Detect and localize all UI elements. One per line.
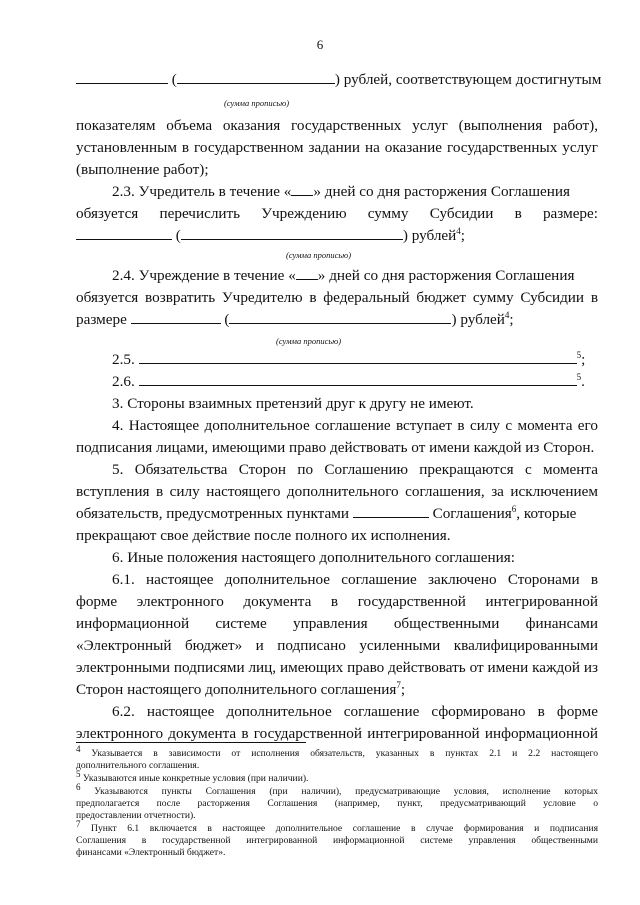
footnote: $^6$ Указываются пункты Соглашения (при наличии), предусматривающие условия, исполнение которых xyxy=(76,781,598,797)
text-line: 6.2. настоящее дополнительное соглашение сформировано в форме xyxy=(112,703,598,720)
text-line: 3. Стороны взаимных претензий друг к другу не имеют. xyxy=(112,395,474,412)
text-line: установленным в государственном задании на оказание государственных услуг xyxy=(76,139,598,156)
text-line: Сторон настоящего дополнительного соглашения$^7$; xyxy=(76,679,406,698)
footnote: $^5$ Указываются иные конкретные условия (при наличии). xyxy=(76,768,309,784)
footnote-continuation: дополнительного соглашения. xyxy=(76,760,200,771)
text-line: подписания лицами, имеющими право действовать от имени каждой из Сторон. xyxy=(76,439,595,456)
text-line: форме электронного документа в государственной интегрированной xyxy=(76,593,598,610)
text-line: вступления в силу настоящего дополнительного соглашения, за исключением xyxy=(76,483,598,500)
footnote-continuation: предполагается после расторжения Соглашения (например, пункт, предусматривающий условие о xyxy=(76,798,598,809)
text-line: 2.6. $^5$. xyxy=(112,371,585,390)
text-line: (выполнение работ); xyxy=(76,161,209,178)
text-line: 2.4. Учреждение в течение « » дней со дня расторжения Соглашения xyxy=(112,267,575,284)
text-line: информационной системе управления общественными финансами xyxy=(76,615,598,632)
amount-caption: (сумма прописью) xyxy=(276,336,342,346)
text-line: обязуется возвратить Учредителю в федеральный бюджет сумму Субсидии в xyxy=(76,289,598,306)
amount-caption: (сумма прописью) xyxy=(224,98,290,108)
text-line: ( ) рублей$^4$; xyxy=(76,226,598,246)
text-line: размере ( ) рублей$^4$; xyxy=(76,309,514,328)
footnote-continuation: предоставлении отчетности). xyxy=(76,810,196,821)
text-line: обязательств, предусмотренных пунктами Соглашения$^6$, которые xyxy=(76,503,577,522)
text-line: электронными подписями лиц, имеющих право действовать от имени каждой из xyxy=(76,659,598,676)
footnote-continuation: финансами «Электронный бюджет». xyxy=(76,847,226,858)
text-line: 6.1. настоящее дополнительное соглашение заключено Сторонами в xyxy=(112,571,598,588)
footnote: $^7$ Пункт 6.1 включается в настоящее дополнительное соглашение в случае формирования и подписания xyxy=(76,818,598,834)
text-line: «Электронный бюджет» и подписано усиленными квалифицированными xyxy=(76,637,598,654)
text-line: 6. Иные положения настоящего дополнительного соглашения: xyxy=(112,549,515,566)
text-line: обязуется перечислить Учреждению сумму Субсидии в размере: xyxy=(76,205,598,222)
text-line: электронного документа в государственной интегрированной информационной xyxy=(76,725,598,742)
page-number: 6 xyxy=(316,37,324,52)
text-line: показателям объема оказания государственных услуг (выполнения работ), xyxy=(76,117,598,134)
footnote: $^4$ Указывается в зависимости от исполнения обязательств, указанных в пунктах 2.1 и 2.2 настоящего xyxy=(76,743,598,759)
footnote-continuation: Соглашения в государственной интегрированной информационной системе управления общественными xyxy=(76,835,598,846)
text-line: 2.3. Учредитель в течение « » дней со дня расторжения Соглашения xyxy=(112,183,571,200)
text-line: 2.5. $^5$; xyxy=(112,349,586,368)
amount-caption: (сумма прописью) xyxy=(286,250,352,260)
footnote-separator xyxy=(76,742,306,743)
text-line: 5. Обязательства Сторон по Соглашению прекращаются с момента xyxy=(112,461,598,478)
text-line: ( ) рублей, соответствующем достигнутым xyxy=(76,70,598,90)
text-line: 4. Настоящее дополнительное соглашение вступает в силу с момента его xyxy=(112,417,598,434)
text-line: прекращают свое действие после полного их исполнения. xyxy=(76,527,451,544)
